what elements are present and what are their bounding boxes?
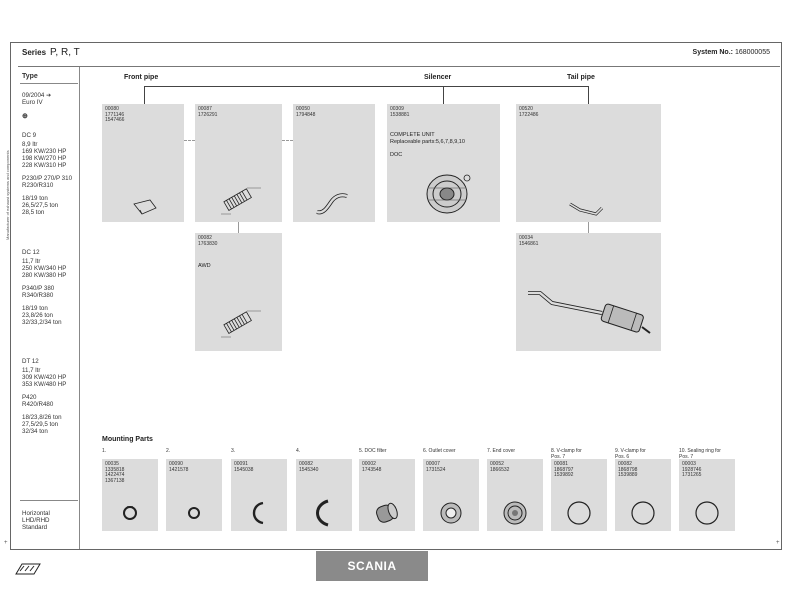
engine-spec-line: 11,7 ltr (22, 258, 41, 265)
margin-mark: + (776, 540, 780, 546)
mounting-part-card[interactable] (102, 459, 158, 531)
part-number: 00082 1545340 (299, 461, 319, 473)
section-tail-pipe: Tail pipe (567, 74, 595, 81)
connector (184, 140, 195, 141)
engine-spec-line: 27,5/29,5 ton (22, 421, 59, 428)
series-value: P, R, T (50, 47, 80, 58)
engine-spec-line: 18/19 ton (22, 305, 48, 312)
part-number: 00052 1866532 (490, 461, 510, 473)
clamp-icon (176, 499, 212, 527)
v-clamp-icon (561, 499, 597, 527)
mounting-part-label: 9. V-clamp for Pos. 6 (615, 448, 646, 460)
part-number: 00520 1722486 (519, 106, 539, 118)
mounting-part-label: 1. (102, 448, 107, 454)
engine-spec-line: 28,5 ton (22, 209, 45, 216)
part-number: 00090 1421578 (169, 461, 189, 473)
part-card[interactable] (195, 104, 282, 222)
type-divider (20, 83, 78, 84)
engine-spec-line: 353 KW/480 HP (22, 381, 67, 388)
end-cover-icon (497, 499, 533, 527)
mounting-part-label: 3. (231, 448, 236, 454)
section-front-pipe: Front pipe (124, 74, 159, 81)
engine-name: DC 12 (22, 249, 40, 256)
part-number: 00002 1743548 (362, 461, 382, 473)
engine-spec-line: 250 KW/340 HP (22, 265, 67, 272)
tail-pipe-assembly-image (522, 283, 652, 343)
engine-spec-line: 228 KW/310 HP (22, 162, 67, 169)
mounting-part-card[interactable] (487, 459, 543, 531)
doc-filter-icon (369, 499, 405, 527)
mounting-part-label: 8. V-clamp for Pos. 7 (551, 448, 582, 460)
part-description: COMPLETE UNIT Replaceable parts:5,6,7,8,9,10 DOC (390, 132, 465, 158)
system-label: System No.: (692, 49, 733, 56)
outlet-cover-icon (433, 499, 469, 527)
mounting-part-label: 2. (166, 448, 171, 454)
part-number: 00087 1726291 (198, 106, 218, 118)
footer-line-2: LHD/RHD (22, 517, 50, 524)
engine-symbol: ⊕ (22, 113, 28, 120)
bracket-drop-silencer (443, 86, 444, 104)
system-number (693, 49, 770, 56)
type-label: Type (22, 73, 38, 80)
engine-spec-line: 169 KW/230 HP (22, 148, 67, 155)
mounting-part-card[interactable] (423, 459, 479, 531)
part-card-silencer[interactable] (387, 104, 500, 222)
engine-spec-line: 11,7 ltr (22, 367, 41, 374)
silencer-part-image (421, 166, 477, 218)
bracket-part-image (130, 198, 160, 218)
engine-spec-line: 198 KW/270 HP (22, 155, 67, 162)
bracket-drop-tail (588, 86, 589, 104)
mounting-part-card[interactable] (166, 459, 222, 531)
manufacturer-logo (14, 562, 42, 576)
mounting-part-label: 5. DOC filter (359, 448, 387, 454)
part-number: 00080 1771146 1547466 (105, 106, 125, 123)
mounting-part-card[interactable] (551, 459, 607, 531)
engine-spec-line: 8,9 ltr (22, 141, 38, 148)
engine-spec-line: 23,8/26 ton (22, 312, 53, 319)
clamp-icon (112, 499, 148, 527)
header-divider (18, 66, 780, 67)
bracket-drop-front (144, 86, 145, 104)
margin-mark: + (4, 540, 8, 546)
date-value: 09/2004 ➔ (22, 92, 52, 99)
mounting-part-card[interactable] (296, 459, 352, 531)
engine-spec-line: P420 (22, 394, 37, 401)
engine-spec-line: P230/P 270/P 310 (22, 175, 73, 182)
assembly-bracket (144, 86, 588, 87)
mounting-part-label: 10. Sealing ring for Pos. 7 (679, 448, 721, 460)
mounting-part-card[interactable] (615, 459, 671, 531)
part-number: 00082 1868798 1539889 (618, 461, 638, 478)
side-note: Manufacturer of exhaust systems and components (5, 150, 10, 240)
part-number: 00035 1335818 1422474 1367138 (105, 461, 125, 484)
footer-line-3: Standard (22, 524, 48, 531)
part-card[interactable] (516, 233, 661, 351)
engine-spec-line: R420/R480 (22, 401, 54, 408)
mounting-part-card[interactable] (231, 459, 287, 531)
sealing-ring-icon (689, 499, 725, 527)
flex-pipe-part-image (217, 182, 263, 218)
v-clamp-icon (625, 499, 661, 527)
engine-spec-line: 18/23,8/26 ton (22, 414, 62, 421)
engine-name: DT 12 (22, 358, 39, 365)
part-number: 00034 1546861 (519, 235, 539, 247)
mounting-part-label: 4. (296, 448, 301, 454)
engine-spec-line: 26,5/27,5 ton (22, 202, 59, 209)
engine-spec-line: 32/33,2/34 ton (22, 319, 62, 326)
emission-value: Euro IV (22, 99, 43, 106)
section-silencer: Silencer (424, 74, 452, 81)
part-number: 00007 1731524 (426, 461, 446, 473)
engine-spec-line: P340/P 380 (22, 285, 55, 292)
bent-pipe-part-image (313, 188, 353, 218)
flex-pipe-part-image (217, 305, 263, 341)
part-number: 00082 1763830 (198, 235, 218, 247)
series-header (22, 47, 80, 58)
part-card[interactable] (195, 233, 282, 351)
mounting-part-card[interactable] (359, 459, 415, 531)
engine-spec-line: R340/R380 (22, 292, 54, 299)
part-card[interactable] (293, 104, 375, 222)
engine-spec-line: 280 KW/380 HP (22, 272, 67, 279)
part-card[interactable] (516, 104, 661, 222)
part-description: AWD (198, 263, 211, 269)
engine-spec-line: 32/34 ton (22, 428, 48, 435)
system-value: 168000055 (734, 49, 770, 56)
part-number: 00003 1928746 1731265 (682, 461, 702, 478)
mounting-parts-title: Mounting Parts (102, 436, 153, 443)
bracket-icon (306, 499, 342, 527)
mounting-part-label: 7. End cover (487, 448, 516, 454)
part-number: 00309 1538881 (390, 106, 410, 118)
part-number: 00091 1545038 (234, 461, 254, 473)
brand-label: SCANIA (316, 551, 428, 581)
series-label: Series (22, 48, 47, 57)
part-card[interactable] (102, 104, 184, 222)
engine-name: DC 9 (22, 132, 37, 139)
part-number: 00050 1794848 (296, 106, 316, 118)
footer-divider (20, 500, 78, 501)
engine-spec-line: 309 KW/420 HP (22, 374, 67, 381)
part-number: 00081 1868797 1539892 (554, 461, 574, 478)
engine-spec-line: R230/R310 (22, 182, 54, 189)
bracket-icon (241, 499, 277, 527)
tail-pipe-part-image (566, 196, 606, 220)
mounting-part-card[interactable] (679, 459, 735, 531)
connector (282, 140, 293, 141)
mounting-part-label: 6. Outlet cover (423, 448, 456, 454)
footer-line-1: Horizontal (22, 510, 50, 517)
engine-spec-line: 18/19 ton (22, 195, 48, 202)
